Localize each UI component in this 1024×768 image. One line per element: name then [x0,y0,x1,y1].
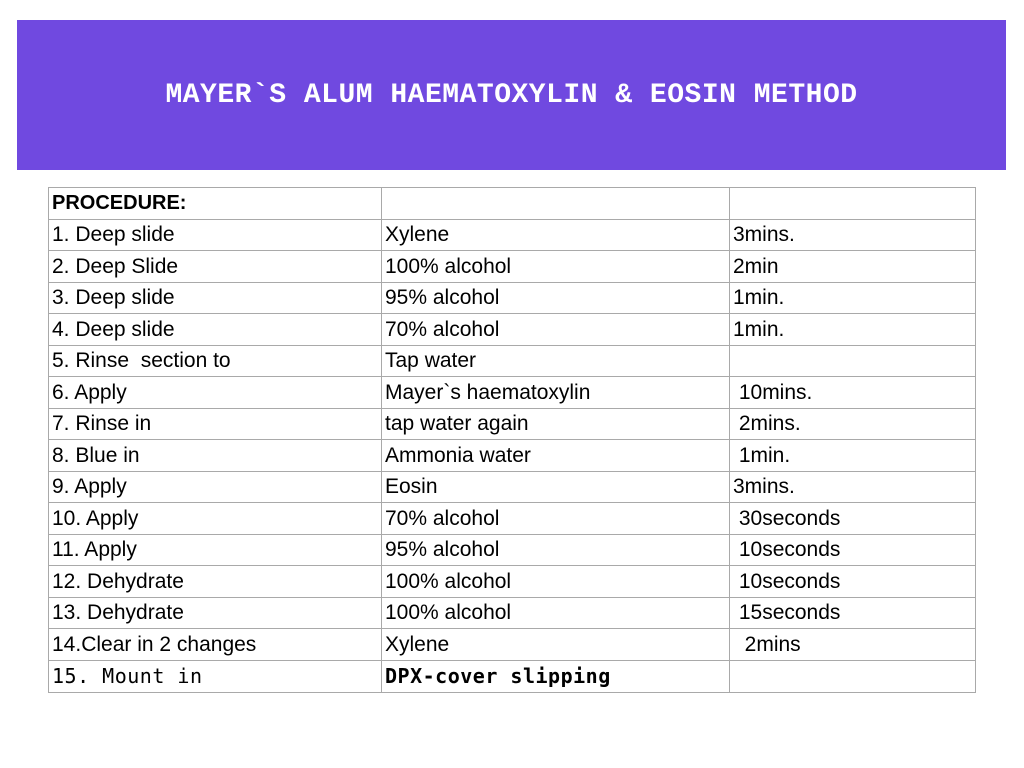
cell-time [730,345,976,377]
table-row [49,219,976,251]
cell-reagent: 100% alcohol [382,251,730,283]
cell-reagent: 70% alcohol [382,503,730,535]
cell-time [730,660,976,692]
table-row [49,597,976,629]
cell-reagent: 100% alcohol [382,566,730,598]
table-row [49,440,976,472]
cell-step: 8. Blue in [49,440,382,472]
procedure-table [48,187,976,693]
cell-step: 14.Clear in 2 changes [49,629,382,661]
table-row [49,629,976,661]
cell-time: 3mins. [730,471,976,503]
cell-reagent: DPX-cover slipping [382,660,730,692]
table-header-row [49,188,976,220]
cell-time: 2mins. [730,408,976,440]
cell-reagent: Ammonia water [382,440,730,472]
header-cell-step: PROCEDURE: [49,188,382,220]
cell-step: 5. Rinse section to [49,345,382,377]
table-row [49,345,976,377]
cell-time: 1min. [730,440,976,472]
cell-time: 1min. [730,282,976,314]
procedure-table-body [49,188,976,693]
cell-reagent: 100% alcohol [382,597,730,629]
header-cell-reagent [382,188,730,220]
cell-step: 3. Deep slide [49,282,382,314]
table-row [49,471,976,503]
cell-time: 10seconds [730,566,976,598]
cell-time: 10seconds [730,534,976,566]
table-row [49,408,976,440]
cell-time: 2min [730,251,976,283]
cell-step: 9. Apply [49,471,382,503]
table-row [49,377,976,409]
cell-step: 12. Dehydrate [49,566,382,598]
table-row [49,660,976,692]
cell-step: 1. Deep slide [49,219,382,251]
page-title: MAYER`S ALUM HAEMATOXYLIN & EOSIN METHOD [165,79,858,111]
cell-reagent: 70% alcohol [382,314,730,346]
cell-reagent: Xylene [382,219,730,251]
cell-step: 2. Deep Slide [49,251,382,283]
table-row [49,282,976,314]
cell-step: 11. Apply [49,534,382,566]
cell-reagent: Mayer`s haematoxylin [382,377,730,409]
table-row [49,314,976,346]
cell-reagent: 95% alcohol [382,534,730,566]
cell-reagent: Tap water [382,345,730,377]
cell-step: 6. Apply [49,377,382,409]
cell-time: 10mins. [730,377,976,409]
cell-time: 2mins [730,629,976,661]
table-row [49,503,976,535]
cell-reagent: Xylene [382,629,730,661]
cell-reagent: 95% alcohol [382,282,730,314]
cell-step: 15. Mount in [49,660,382,692]
table-row [49,251,976,283]
cell-step: 10. Apply [49,503,382,535]
cell-reagent: tap water again [382,408,730,440]
cell-time: 15seconds [730,597,976,629]
cell-step: 4. Deep slide [49,314,382,346]
header-cell-time [730,188,976,220]
cell-step: 13. Dehydrate [49,597,382,629]
cell-reagent: Eosin [382,471,730,503]
cell-time: 3mins. [730,219,976,251]
title-banner [17,20,1006,170]
cell-time: 1min. [730,314,976,346]
table-row [49,534,976,566]
cell-step: 7. Rinse in [49,408,382,440]
cell-time: 30seconds [730,503,976,535]
table-row [49,566,976,598]
